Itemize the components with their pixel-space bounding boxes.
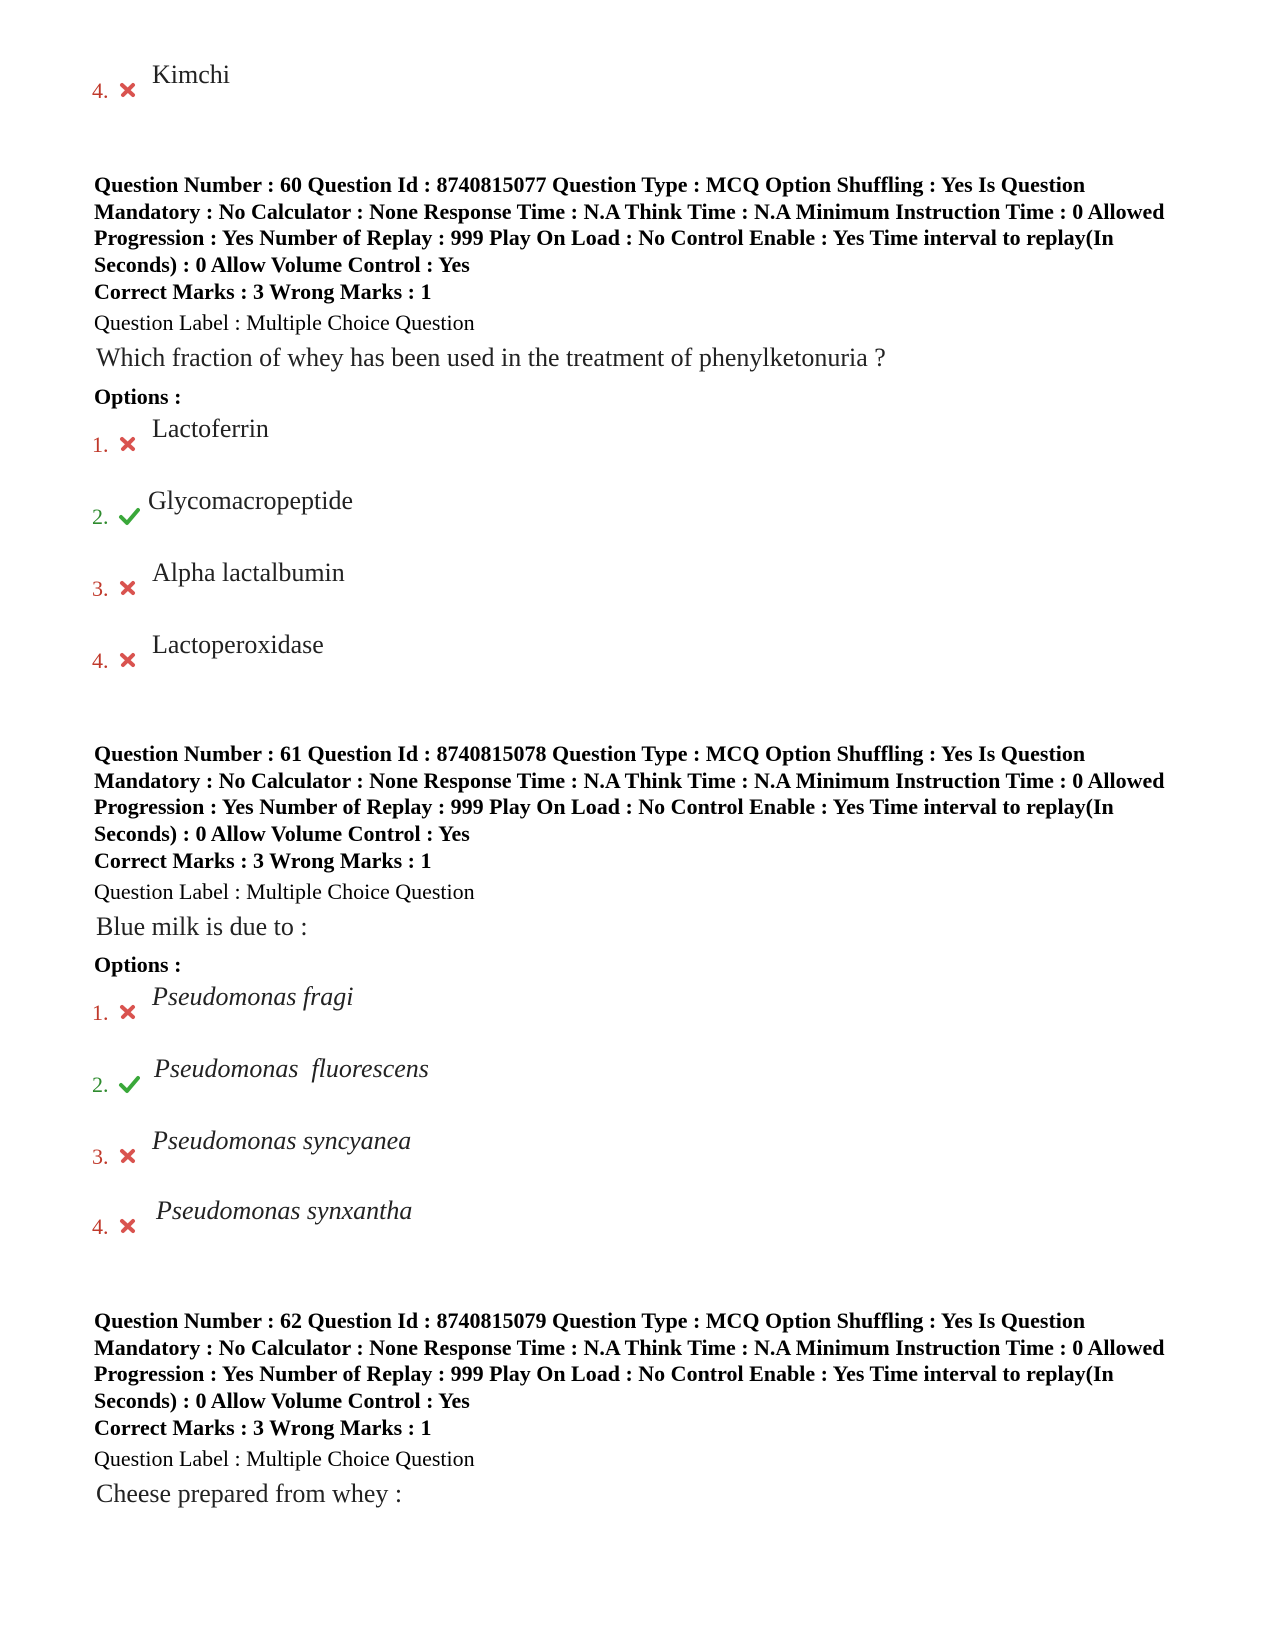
q60-options-heading: Options : (94, 384, 182, 409)
option-number: 1. (92, 432, 109, 457)
q62-label: Question Label : Multiple Choice Question (94, 1446, 475, 1471)
q60-meta: Question Number : 60 Question Id : 8740815077 Question Type : MCQ Option Shuffling : Yes Is Question Mandatory : No Calculator : None Response Time : N.A Think Time : N.A Minimum Instruction Time : 0 Allowed Progression : Yes Number of Replay : 999 Play On Load : No Control Enable : Yes Time interval to replay(In Seconds) : 0 Allow Volume Control : Yes (94, 172, 1165, 277)
q61-question: Blue milk is due to : (96, 912, 308, 941)
option-text: Lactoperoxidase (152, 630, 324, 659)
option-number: 4. (92, 648, 109, 673)
q60-marks: Correct Marks : 3 Wrong Marks : 1 (94, 279, 432, 304)
option-text: Alpha lactalbumin (152, 558, 345, 587)
cross-icon (118, 1216, 138, 1236)
check-icon (118, 1074, 140, 1094)
cross-icon (118, 578, 138, 598)
option-text: Glycomacropeptide (148, 486, 354, 515)
q62-marks: Correct Marks : 3 Wrong Marks : 1 (94, 1415, 432, 1440)
q60-label: Question Label : Multiple Choice Question (94, 310, 475, 335)
q61-marks: Correct Marks : 3 Wrong Marks : 1 (94, 848, 432, 873)
q62-meta: Question Number : 62 Question Id : 8740815079 Question Type : MCQ Option Shuffling : Yes Is Question Mandatory : No Calculator : None Response Time : N.A Think Time : N.A Minimum Instruction Time : 0 Allowed Progression : Yes Number of Replay : 999 Play On Load : No Control Enable : Yes Time interval to replay(In Seconds) : 0 Allow Volume Control : Yes (94, 1308, 1165, 1413)
q61-meta: Question Number : 61 Question Id : 8740815078 Question Type : MCQ Option Shuffling : Yes Is Question Mandatory : No Calculator : None Response Time : N.A Think Time : N.A Minimum Instruction Time : 0 Allowed Progression : Yes Number of Replay : 999 Play On Load : No Control Enable : Yes Time interval to replay(In Seconds) : 0 Allow Volume Control : Yes (94, 741, 1165, 846)
cross-icon (118, 80, 138, 100)
option-number: 3. (92, 1144, 109, 1169)
option-number: 4. (92, 1214, 109, 1239)
option-text: Pseudomonas syncyanea (152, 1126, 412, 1155)
option-text: Pseudomonas synxantha (156, 1196, 413, 1225)
option-text: Kimchi (152, 60, 230, 89)
check-icon (118, 506, 140, 526)
cross-icon (118, 434, 138, 454)
option-text: Lactoferrin (152, 414, 269, 443)
option-text: Pseudomonas fragi (152, 982, 354, 1011)
cross-icon (118, 1146, 138, 1166)
option-text: Pseudomonas fluorescens (154, 1054, 429, 1083)
option-number: 2. (92, 1072, 109, 1097)
option-number: 3. (92, 576, 109, 601)
option-number: 1. (92, 1000, 109, 1025)
q61-label: Question Label : Multiple Choice Question (94, 879, 475, 904)
option-number: 4. (92, 78, 109, 103)
cross-icon (118, 1002, 138, 1022)
q60-question: Which fraction of whey has been used in the treatment of phenylketonuria ? (96, 343, 886, 372)
q62-question: Cheese prepared from whey : (96, 1479, 403, 1508)
cross-icon (118, 650, 138, 670)
q61-options-heading: Options : (94, 952, 182, 977)
option-number: 2. (92, 504, 109, 529)
